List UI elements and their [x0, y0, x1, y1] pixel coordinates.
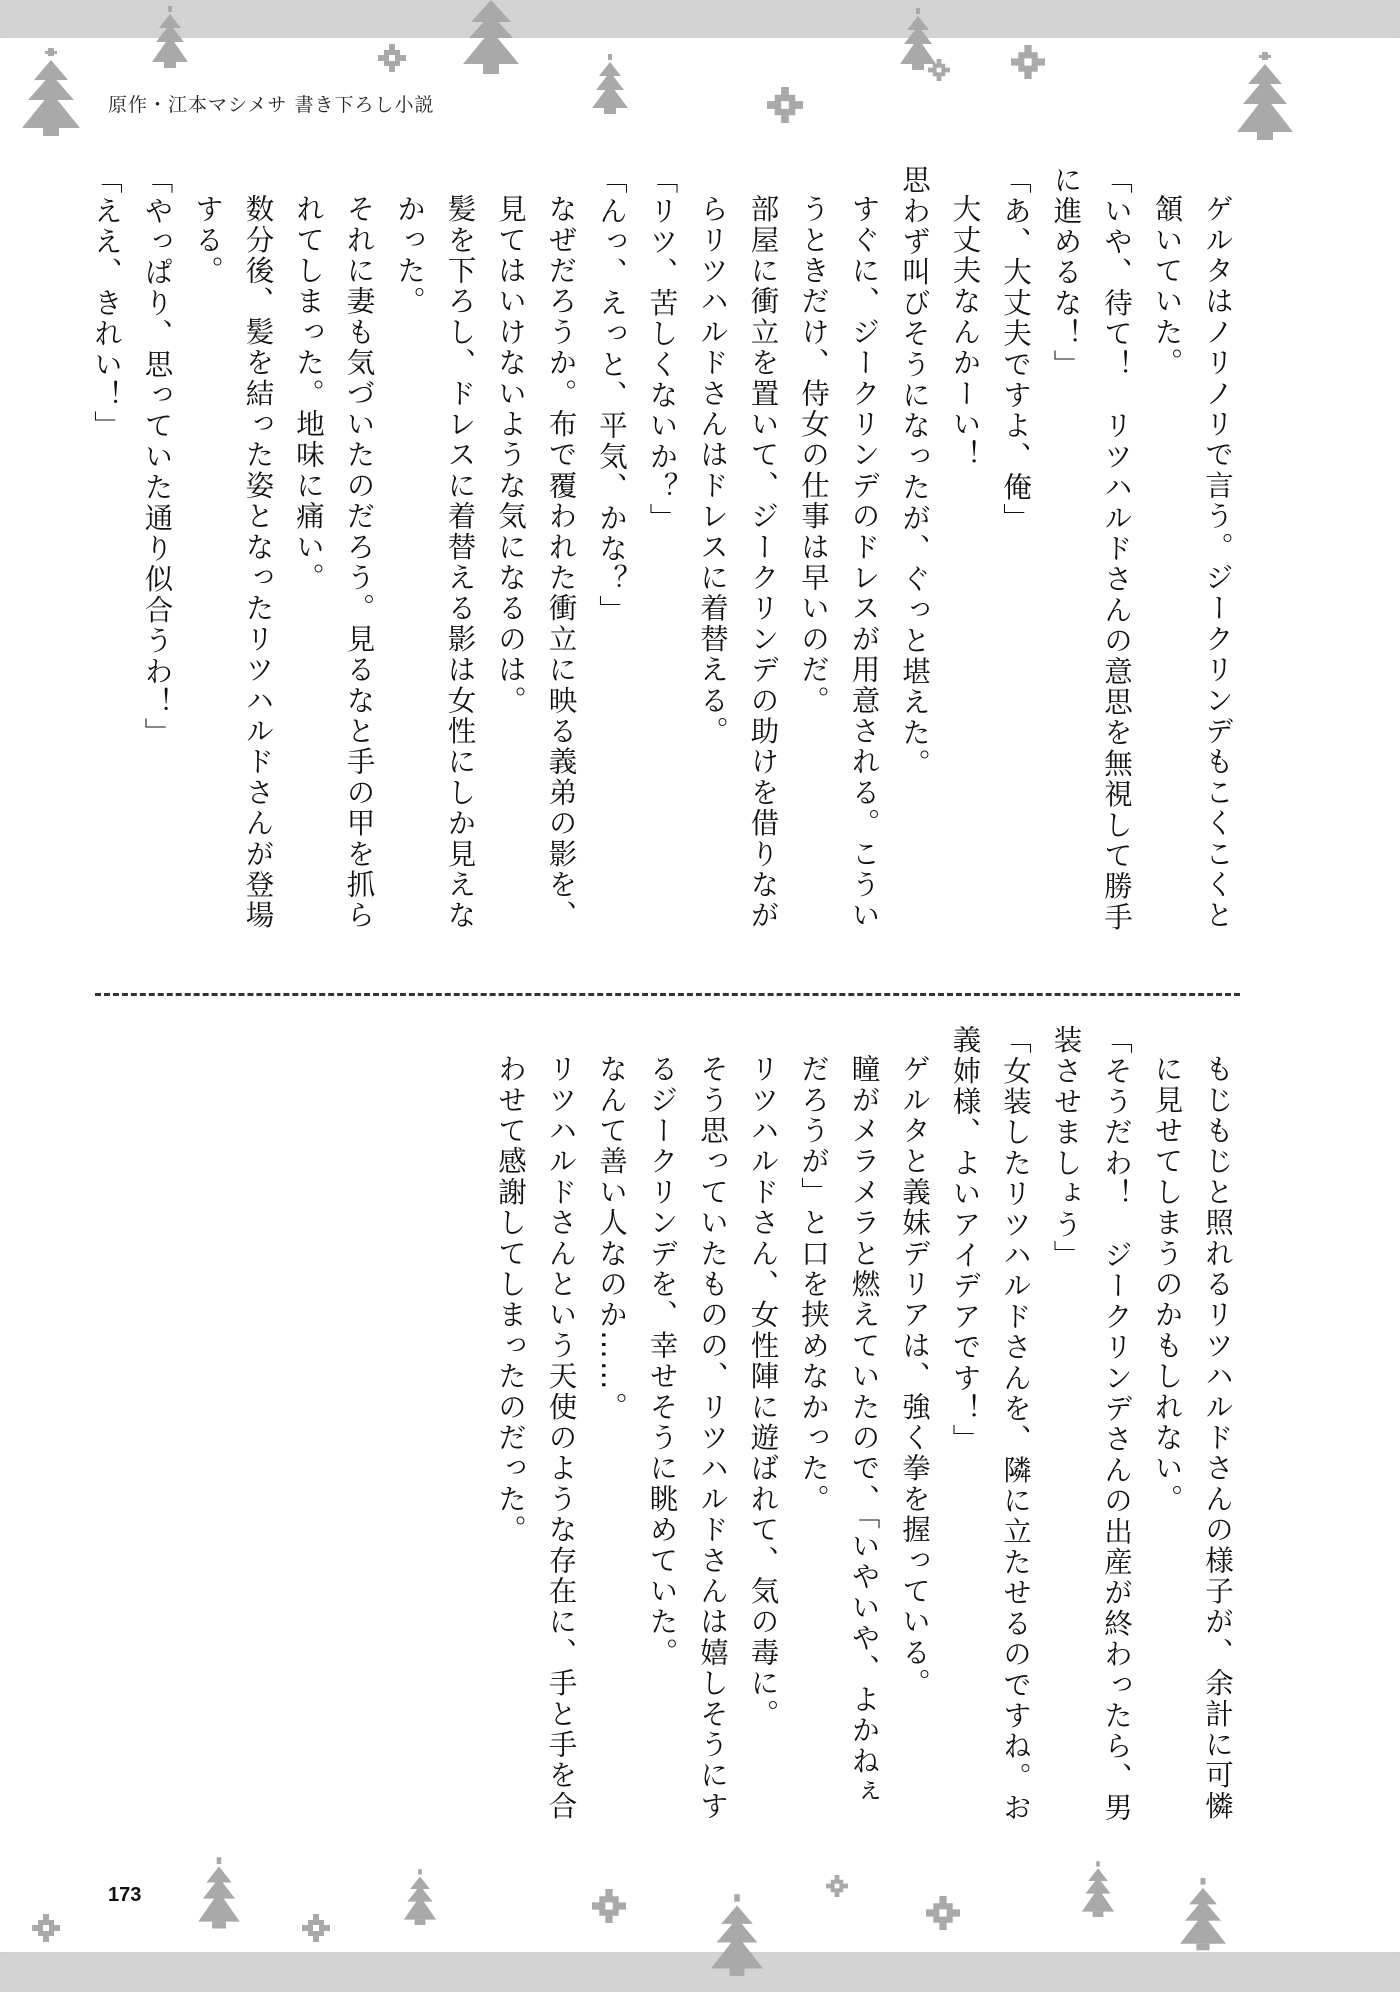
dialogue-line: 「そうだわ！ ジークリンデさんの出産が終わったら、男装させましょう」	[1049, 1025, 1133, 1824]
snowflake-diamond-icon	[1011, 40, 1045, 84]
paragraph: 大丈夫なんかーい！	[948, 193, 982, 470]
christmas-tree-icon	[1237, 52, 1293, 142]
christmas-tree-icon	[1180, 1870, 1226, 1960]
paragraph: なぜだろうか。布で覆われた衝立に映る義弟の影を、見てはいけないような気になるのは。	[494, 193, 578, 931]
top-decorative-band	[0, 0, 1400, 38]
snowflake-diamond-icon	[302, 1914, 330, 1942]
paragraph: もじもじと照れるリツハルドさんの様子が、余計に可憐に見せてしまうのかもしれない。	[1150, 1053, 1234, 1821]
section-divider	[95, 993, 1240, 996]
paragraph: ゲルタはノリノリで言う。ジークリンデもこくこくと頷いていた。	[1150, 193, 1234, 931]
story-section-bottom	[485, 1025, 1243, 1825]
snowflake-diamond-icon	[592, 1883, 626, 1929]
paragraph: 髪を下ろし、ドレスに着替える影は女性にしか見えなかった。	[393, 193, 477, 931]
paragraph: 部屋に衝立を置いて、ジークリンデの助けを借りながらリツハルドさんはドレスに着替える。	[696, 193, 780, 931]
paragraph: それに妻も気づいたのだろう。見るなと手の甲を抓られてしまった。地味に痛い。	[292, 193, 376, 931]
paragraph: すぐに、ジークリンデのドレスが用意される。こういうときだけ、侍女の仕事は早いのだ。	[797, 193, 881, 931]
book-running-header: 原作・江本マシメサ 書き下ろし小説	[108, 94, 435, 116]
dialogue-line: 「女装したリツハルドさんを、隣に立たせるのですね。お義姉様、よいアイデアです！」	[948, 1025, 1032, 1824]
snowflake-diamond-icon	[928, 56, 950, 84]
snowflake-diamond-icon	[826, 1872, 848, 1900]
snowflake-diamond-icon	[378, 44, 406, 72]
story-section-top	[81, 165, 1243, 955]
paragraph: リツハルドさん、女性陣に遊ばれて、気の毒に。	[746, 1053, 780, 1729]
paragraph: なんて善い人なのか……。	[595, 1053, 628, 1422]
paragraph: ゲルタと義妹デリアは、強く拳を握っている。	[898, 1053, 931, 1699]
dialogue-line: 「リツ、苦しくないか？」	[645, 165, 679, 534]
christmas-tree-icon	[402, 1868, 438, 1928]
dialogue-line: 「いや、待て！ リツハルドさんの意思を無視して勝手に進めるな！」	[1049, 165, 1133, 933]
paragraph: 瞳がメラメラと燃えていたので、「いやいや、よかねぇだろうが」と口を挟めなかった。	[797, 1053, 881, 1807]
christmas-tree-icon	[590, 54, 630, 116]
paragraph: 数分後、髪を結った姿となったリツハルドさんが登場する。	[191, 193, 275, 931]
christmas-tree-icon	[22, 48, 80, 138]
dialogue-line: 「やっぱり、思っていた通り似合うわ！」	[140, 165, 174, 749]
dialogue-line: 「ええ、きれい！」	[90, 165, 123, 442]
christmas-tree-icon	[711, 1890, 763, 1982]
christmas-tree-icon	[1080, 1860, 1116, 1920]
paragraph: そう思っていたものの、リツハルドさんは嬉しそうにするジークリンデを、幸せそうに眺めていた。	[645, 1053, 729, 1821]
page-number: 173	[108, 1884, 142, 1906]
snowflake-diamond-icon	[32, 1914, 60, 1942]
dialogue-line: 「あ、大丈夫ですよ、俺」	[999, 165, 1032, 534]
dialogue-line: 「んっ、えっと、平気、かな？」	[595, 165, 628, 626]
snowflake-diamond-icon	[926, 1890, 960, 1936]
snowflake-diamond-icon	[767, 85, 803, 125]
christmas-tree-icon	[150, 6, 190, 70]
paragraph: 思わず叫びそうになったが、ぐっと堪えた。	[898, 165, 931, 779]
paragraph: リツハルドさんという天使のような存在に、手と手を合わせて感謝してしまったのだった。	[494, 1053, 578, 1822]
christmas-tree-icon	[463, 0, 519, 76]
christmas-tree-icon	[196, 1856, 242, 1932]
